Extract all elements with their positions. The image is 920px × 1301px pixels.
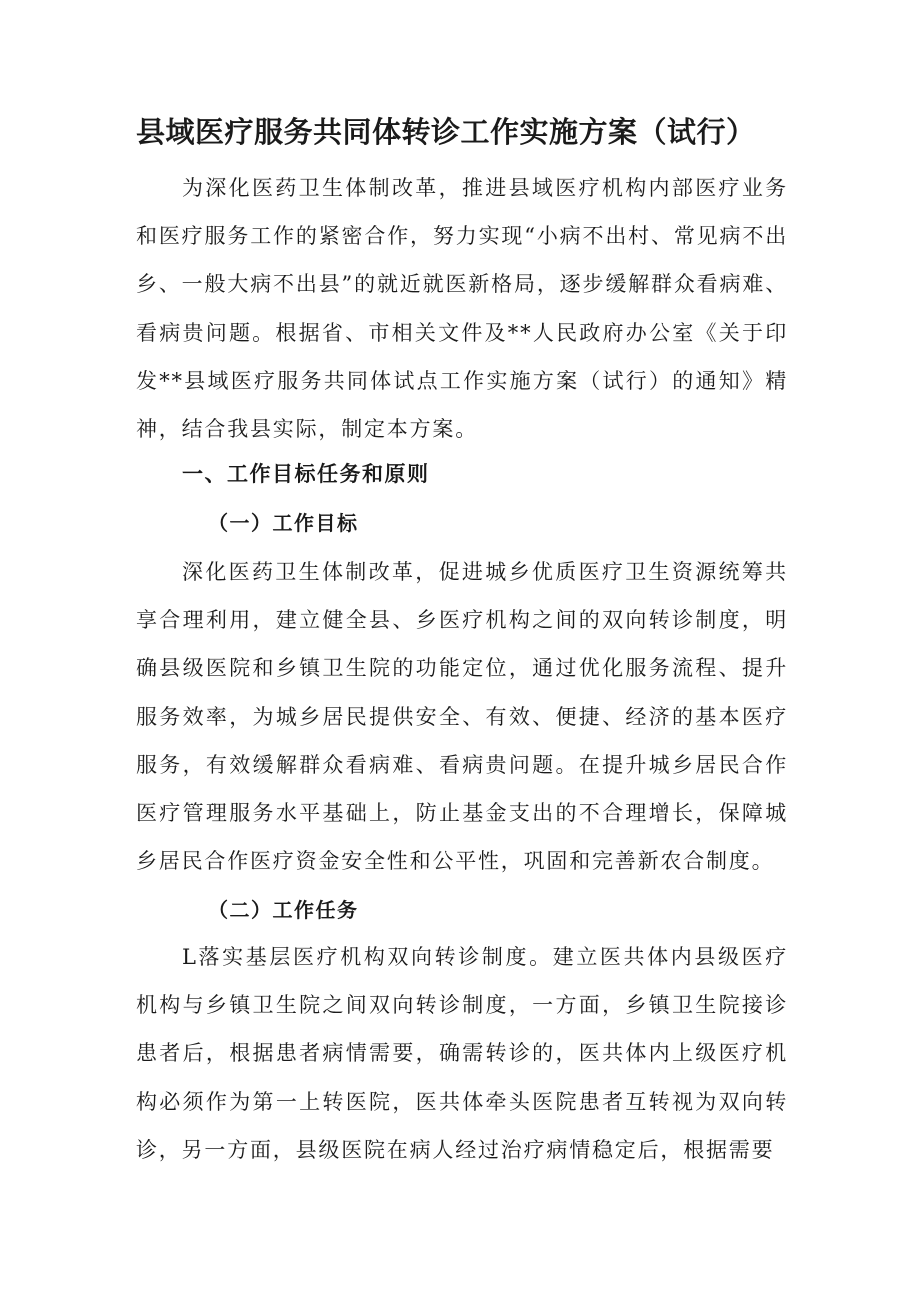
section-heading-1: 一、工作目标任务和原则 [182, 462, 430, 486]
goals-paragraph: 深化医药卫生体制改革，促进城乡优质医疗卫生资源统筹共享合理利用，建立健全县、乡医疗机构之间的双向转诊制度，明确县级医院和乡镇卫生院的功能定位，通过优化服务流程、提升服务效率，为城乡居民提供安全、有效、便捷、经济的基本医疗服务，有效缓解群众看病难、看病贵问题。在提升城乡居民合作医疗管理服务水平基础上，防止基金支出的不合理增长，保障城乡居民合作医疗资金安全性和公平性，巩固和完善新农合制度。 [136, 560, 788, 874]
intro-paragraph: 为深化医药卫生体制改革，推进县域医疗机构内部医疗业务和医疗服务工作的紧密合作，努力实现“小病不出村、常见病不出乡、一般大病不出县”的就近就医新格局，逐步缓解群众看病难、看病贵问题。根据省、市相关文件及**人民政府办公室《关于印发**县域医疗服务共同体试点工作实施方案（试行）的通知》精神，结合我县实际，制定本方案。 [136, 176, 788, 442]
subsection-heading-goals: （一）工作目标 [208, 511, 359, 535]
subsection-heading-tasks: （二）工作任务 [208, 898, 359, 922]
document-title: 县域医疗服务共同体转诊工作实施方案（试行） [136, 115, 756, 149]
tasks-paragraph: L落实基层医疗机构双向转诊制度。建立医共体内县级医疗机构与乡镇卫生院之间双向转诊制度，一方面，乡镇卫生院接诊患者后，根据患者病情需要，确需转诊的，医共体内上级医疗机构必须作为第一上转医院，医共体牵头医院患者互转视为双向转诊，另一方面，县级医院在病人经过治疗病情稳定后，根据需要 [136, 945, 788, 1162]
